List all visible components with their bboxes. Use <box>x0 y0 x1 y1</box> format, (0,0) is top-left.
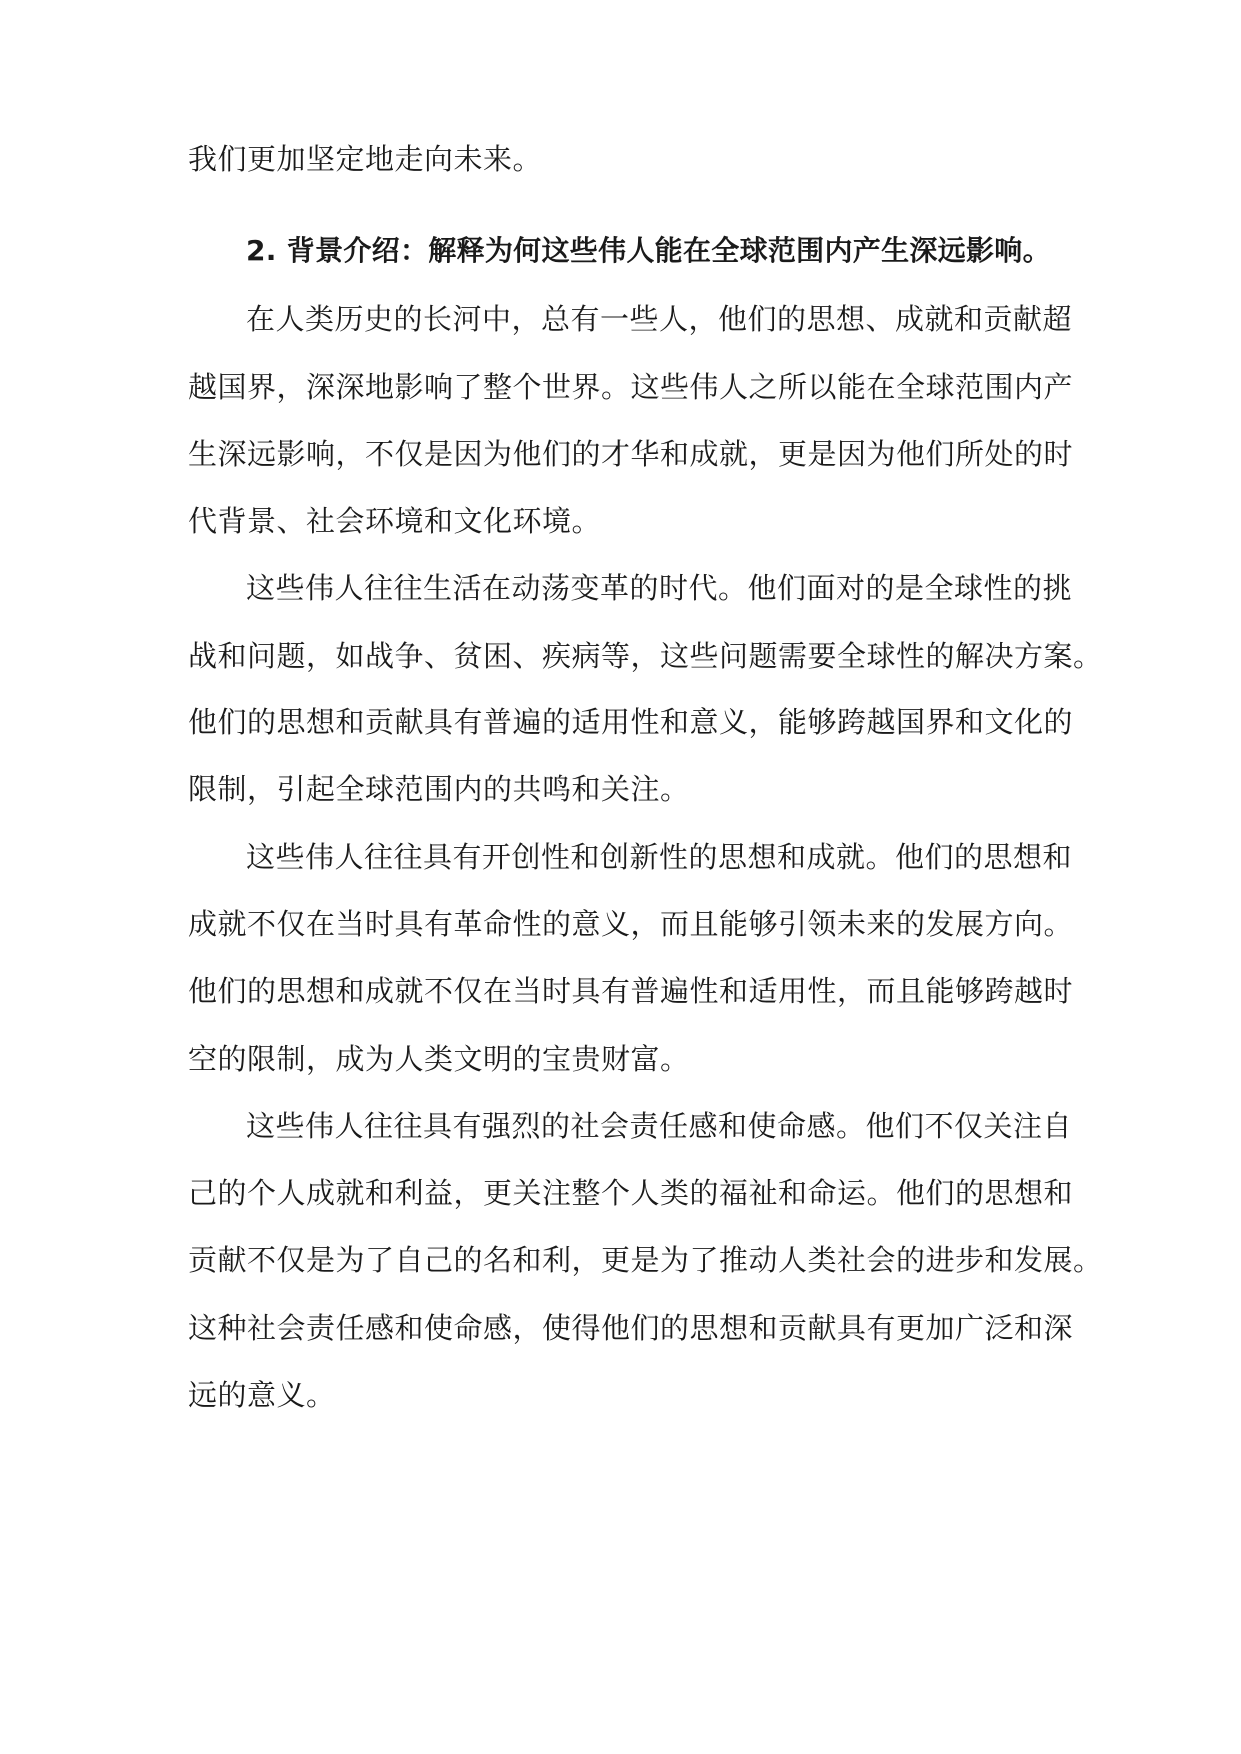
paragraph-line: 空的限制，成为人类文明的宝贵财富。 <box>188 1042 690 1076</box>
paragraph-line: 在人类历史的长河中，总有一些人，他们的思想、成就和贡献超 <box>246 302 1073 336</box>
paragraph-line: 成就不仅在当时具有革命性的意义，而且能够引领未来的发展方向。 <box>188 907 1074 941</box>
paragraph-line: 这种社会责任感和使命感，使得他们的思想和贡献具有更加广泛和深 <box>188 1311 1074 1345</box>
paragraph-line: 己的个人成就和利益，更关注整个人类的福祉和命运。他们的思想和 <box>188 1176 1074 1210</box>
paragraph-line: 我们更加坚定地走向未来。 <box>188 142 543 176</box>
section-heading: 2. 背景介绍：解释为何这些伟人能在全球范围内产生深远影响。 <box>246 234 1051 267</box>
paragraph-line: 他们的思想和贡献具有普遍的适用性和意义，能够跨越国界和文化的 <box>188 705 1074 739</box>
paragraph-line: 这些伟人往往生活在动荡变革的时代。他们面对的是全球性的挑 <box>246 571 1073 605</box>
paragraph-line: 他们的思想和成就不仅在当时具有普遍性和适用性，而且能够跨越时 <box>188 974 1074 1008</box>
paragraph-line: 战和问题，如战争、贫困、疾病等，这些问题需要全球性的解决方案。 <box>188 639 1103 673</box>
paragraph-line: 这些伟人往往具有开创性和创新性的思想和成就。他们的思想和 <box>246 840 1073 874</box>
paragraph-line: 贡献不仅是为了自己的名和利，更是为了推动人类社会的进步和发展。 <box>188 1243 1103 1277</box>
paragraph-line: 生深远影响，不仅是因为他们的才华和成就，更是因为他们所处的时 <box>188 437 1074 471</box>
paragraph-line: 越国界，深深地影响了整个世界。这些伟人之所以能在全球范围内产 <box>188 370 1074 404</box>
paragraph-line: 远的意义。 <box>188 1378 336 1412</box>
paragraph-line: 代背景、社会环境和文化环境。 <box>188 504 602 538</box>
paragraph-line: 限制，引起全球范围内的共鸣和关注。 <box>188 772 690 806</box>
paragraph-line: 这些伟人往往具有强烈的社会责任感和使命感。他们不仅关注自 <box>246 1109 1073 1143</box>
